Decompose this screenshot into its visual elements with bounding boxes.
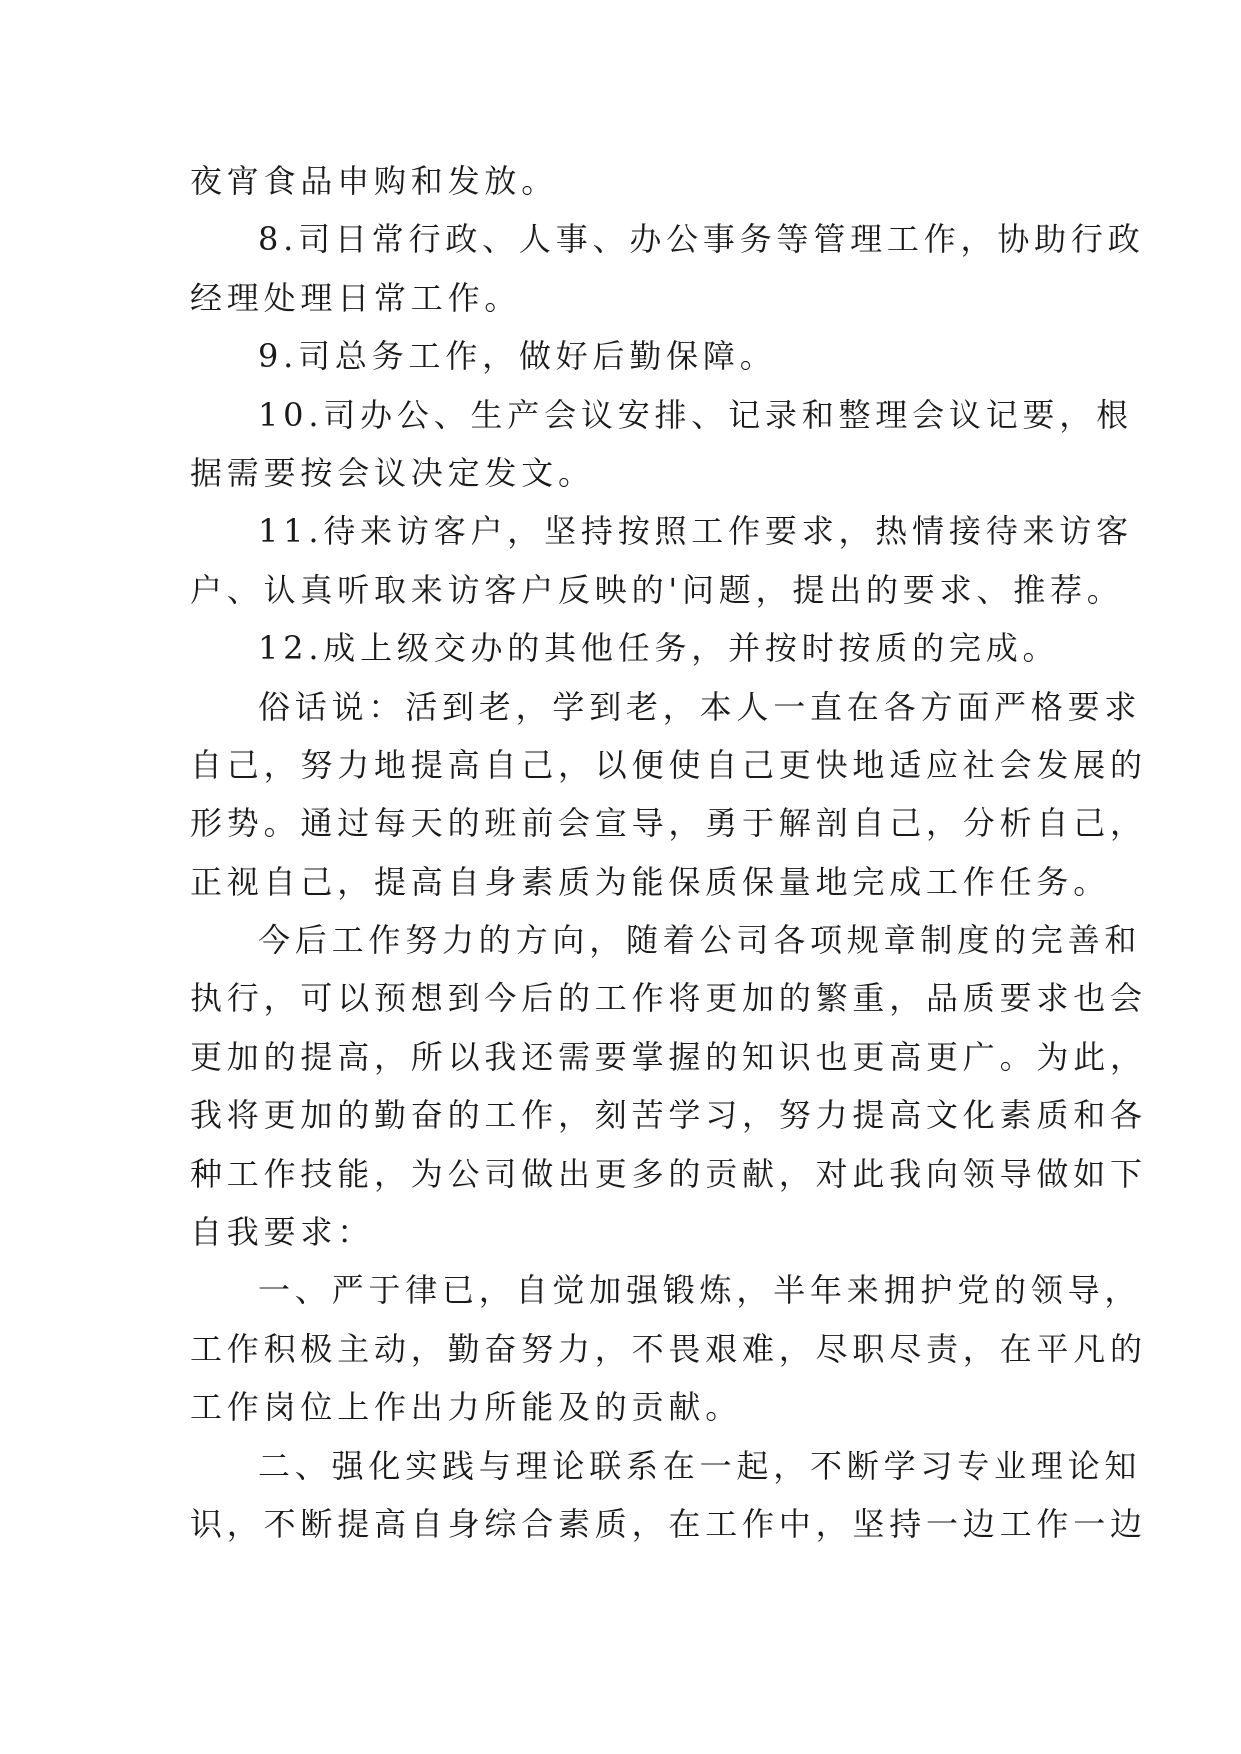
- text-line: 夜宵食品申购和发放。: [190, 162, 559, 200]
- text-line: 一、严于律已，自觉加强锻炼，半年来拥护党的领导，: [258, 1271, 1142, 1310]
- text-line: 11.待来访客户，坚持按照工作要求，热情接待来访客: [258, 512, 1133, 551]
- text-line: 俗话说：活到老，学到老，本人一直在各方面严格要求: [258, 687, 1142, 726]
- text-line: 更加的提高，所以我还需要掌握的知识也更高更广。为此，: [190, 1037, 1147, 1076]
- text-line: 8.司日常行政、人事、办公事务等管理工作，协助行政: [258, 220, 1145, 259]
- text-line: 10.司办公、生产会议安排、记录和整理会议记要，根: [258, 395, 1133, 434]
- text-line: 户、认真听取来访客户反映的'问题，提出的要求、推荐。: [190, 570, 1124, 609]
- text-line: 工作积极主动，勤奋努力，不畏艰难，尽职尽责，在平凡的: [190, 1329, 1147, 1368]
- text-line: 正视自己，提高自身素质为能保质保量地完成工作任务。: [190, 862, 1111, 901]
- text-line: 9.司总务工作，做好后勤保障。: [258, 337, 777, 376]
- text-line: 识，不断提高自身综合素质，在工作中，坚持一边工作一边: [190, 1504, 1147, 1543]
- document-body: [190, 152, 1147, 1553]
- text-line: 形势。通过每天的班前会宣导，勇于解剖自己，分析自己，: [190, 804, 1147, 843]
- text-line: 经理处理日常工作。: [190, 278, 522, 317]
- text-line: 自己，努力地提高自己，以便使自己更快地适应社会发展的: [190, 745, 1147, 784]
- text-line: 种工作技能，为公司做出更多的贡献，对此我向领导做如下: [190, 1154, 1147, 1193]
- text-line: 执行，可以预想到今后的工作将更加的繁重，品质要求也会: [190, 979, 1147, 1018]
- text-line: 12.成上级交办的其他任务，并按时按质的完成。: [258, 629, 1060, 668]
- text-line: 自我要求：: [190, 1213, 375, 1252]
- text-line: 今后工作努力的方向，随着公司各项规章制度的完善和: [258, 921, 1142, 960]
- text-line: 二、强化实践与理论联系在一起，不断学习专业理论知: [258, 1446, 1142, 1485]
- text-line: 工作岗位上作出力所能及的贡献。: [190, 1388, 743, 1427]
- text-line: 我将更加的勤奋的工作，刻苦学习，努力提高文化素质和各: [190, 1096, 1147, 1135]
- text-line: 据需要按会议决定发文。: [190, 453, 595, 492]
